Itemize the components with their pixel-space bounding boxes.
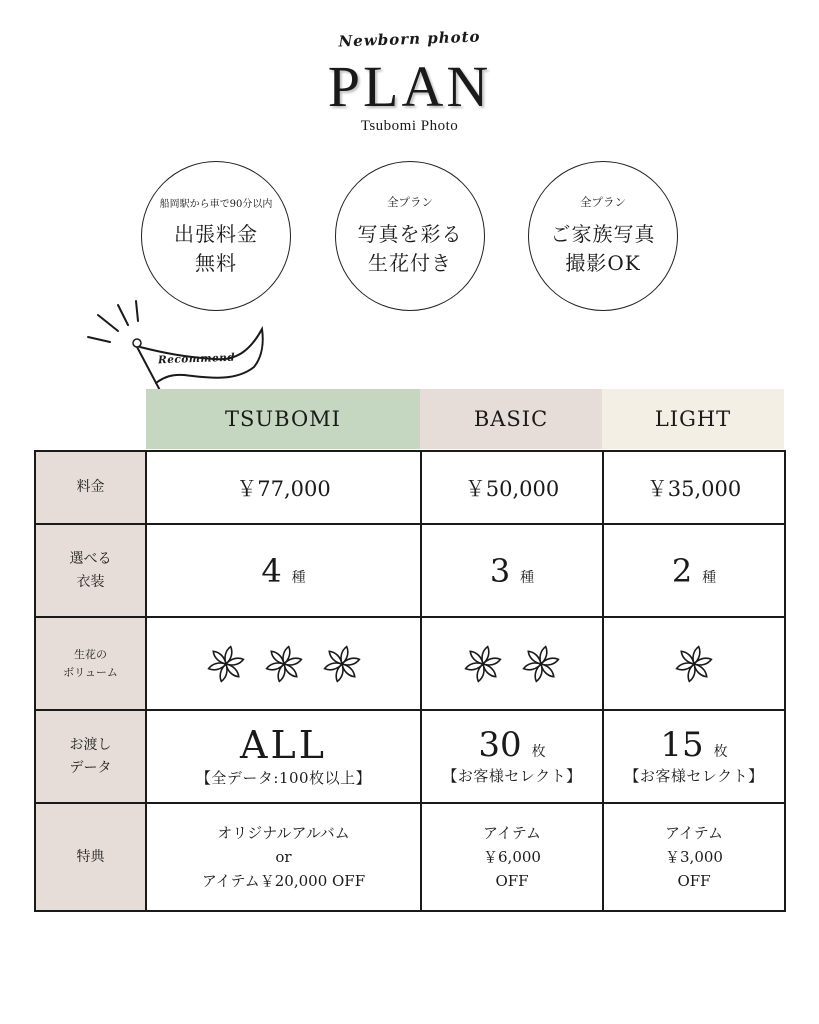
feature-note: 船岡駅から車で90分以内	[159, 198, 273, 210]
feature-line: 出張料金	[174, 221, 258, 246]
row-label-flowers: 生花の ボリューム	[35, 617, 146, 710]
flower-rating-light	[604, 644, 784, 684]
data-basic: 30 枚 【お客様セレクト】	[421, 710, 603, 803]
bonus-light: アイテム ￥3,000 OFF	[603, 803, 785, 911]
table-row	[35, 524, 785, 617]
subtitle-script: Newborn photo	[338, 27, 481, 51]
price-basic: ￥50,000	[464, 476, 560, 501]
feature-line: ご家族写真	[550, 222, 656, 246]
table-row	[35, 803, 785, 911]
plan-header-basic: BASIC	[420, 389, 602, 449]
feature-line: 写真を彩る	[357, 222, 463, 246]
flower-icon	[521, 644, 561, 684]
table-row	[35, 451, 785, 524]
row-label-price: 料金	[35, 451, 146, 524]
flower-icon	[322, 644, 362, 684]
price-light: ￥35,000	[646, 476, 742, 501]
row-label-costume: 選べる 衣装	[35, 524, 146, 617]
flower-rating-basic	[422, 644, 602, 684]
feature-circle-travel-fee	[141, 161, 291, 311]
flower-rating-tsubomi	[147, 644, 420, 684]
table-row	[35, 617, 785, 710]
costume-tsubomi: 4 種	[146, 524, 421, 617]
plan-table	[34, 450, 784, 910]
feature-line: 無料	[195, 250, 237, 275]
flower-icon	[206, 644, 246, 684]
data-light: 15 枚 【お客様セレクト】	[603, 710, 785, 803]
costume-light: 2 種	[603, 524, 785, 617]
flower-icon	[463, 644, 503, 684]
row-label-bonus: 特典	[35, 803, 146, 911]
price-tsubomi: ￥77,000	[236, 476, 331, 501]
costume-basic: 3 種	[421, 524, 603, 617]
plan-header-light: LIGHT	[602, 389, 784, 449]
feature-note: 全プラン	[387, 195, 433, 209]
plan-header-tsubomi: TSUBOMI	[146, 389, 420, 449]
bonus-tsubomi: オリジナルアルバム or アイテム￥20,000 OFF	[146, 803, 421, 911]
bonus-basic: アイテム ￥6,000 OFF	[421, 803, 603, 911]
recommend-label: Recommend	[157, 351, 236, 367]
feature-line: 撮影OK	[565, 251, 641, 275]
flower-icon	[674, 644, 714, 684]
row-label-data: お渡し データ	[35, 710, 146, 803]
feature-circle-flowers	[335, 161, 485, 311]
table-row	[35, 710, 785, 803]
feature-note: 全プラン	[580, 195, 626, 209]
brand-name: Tsubomi Photo	[360, 118, 459, 134]
flower-icon	[264, 644, 304, 684]
data-tsubomi: ALL 【全データ:100枚以上】	[146, 710, 421, 803]
feature-line: 生花付き	[368, 251, 452, 275]
feature-circle-family	[528, 161, 678, 311]
page-title: PLAN	[327, 54, 492, 119]
